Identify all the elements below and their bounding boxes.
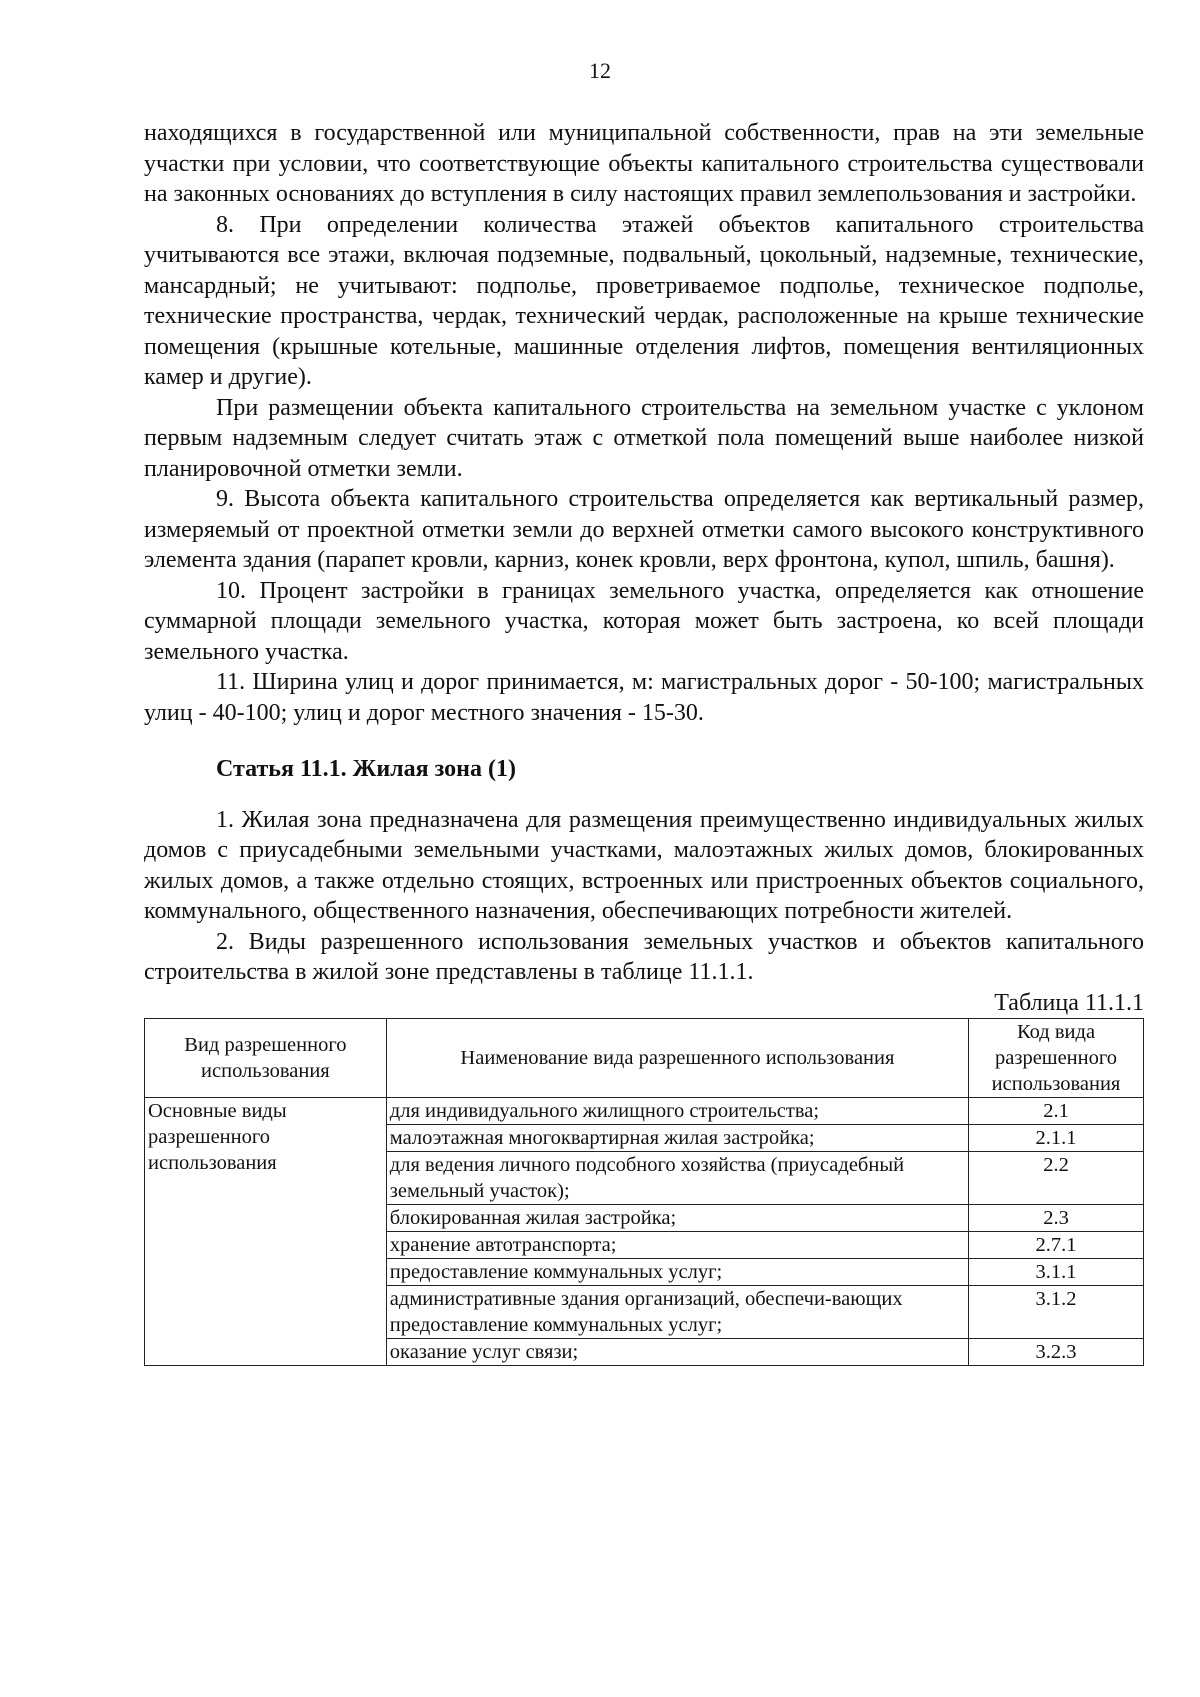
use-code-cell: 3.2.3 [969, 1339, 1144, 1366]
paragraph-8: 8. При определении количества этажей объектов капитального строительства учитываются все этажи, включая подземные, подвальный, цокольный, надземные, технические, мансардный; не учитывают: подполье, проветриваемое подполье, техническое подполье, технические пространства, чердак, технический чердак, расположенные на крыше технические помещения (крышные котельные, машинные отделения лифтов, помещения вентиляционных камер и другие). [144, 211, 1144, 390]
use-code-cell: 3.1.1 [969, 1259, 1144, 1286]
use-name-cell: оказание услуг связи; [386, 1339, 968, 1366]
header-use-name: Наименование вида разрешенного использования [386, 1019, 968, 1098]
paragraph-continuation: находящихся в государственной или муниципальной собственности, прав на эти земельные участки при условии, что соответствующие объекты капитального строительства существовали на законных основаниях до вступления в силу настоящих правил землепользования и застройки. [144, 120, 1144, 207]
use-code-cell: 2.1 [969, 1098, 1144, 1125]
document-body [144, 118, 1144, 1366]
page-number: 12 [589, 58, 611, 83]
group-label-cell: Основные виды разрешенного использования [145, 1098, 387, 1366]
use-name-cell: блокированная жилая застройка; [386, 1205, 968, 1232]
table-row [145, 1098, 1144, 1125]
article-paragraph-1: 1. Жилая зона предназначена для размещения преимущественно индивидуальных жилых домов с приусадебными земельными участками, малоэтажных жилых домов, блокированных жилых домов, а также отдельно стоящих, встроенных или пристроенных объектов социального, коммунального, общественного назначения, обеспечивающих потребности жителей. [144, 806, 1144, 924]
use-code-cell: 2.3 [969, 1205, 1144, 1232]
use-code-cell: 3.1.2 [969, 1286, 1144, 1339]
table-caption: Таблица 11.1.1 [994, 989, 1144, 1016]
paragraph-8-note: При размещении объекта капитального строительства на земельном участке с уклоном первым надземным следует считать этаж с отметкой пола помещений выше наиболее низкой планировочной отметки земли. [144, 394, 1144, 482]
paragraph-9: 9. Высота объекта капитального строительства определяется как вертикальный размер, измеряемый от проектной отметки земли до верхней отметки самого высокого конструктивного элемента здания (парапет кровли, карниз, конек кровли, верх фронтона, купол, шпиль, башня). [144, 486, 1144, 573]
use-name-cell: малоэтажная многоквартирная жилая застройка; [386, 1125, 968, 1152]
use-name-cell: предоставление коммунальных услуг; [386, 1259, 968, 1286]
paragraph-10: 10. Процент застройки в границах земельного участка, определяется как отношение суммарной площади земельного участка, которая может быть застроена, ко всей площади земельного участка. [144, 577, 1144, 665]
table-header-row [145, 1019, 1144, 1098]
use-name-cell: для индивидуального жилищного строительства; [386, 1098, 968, 1125]
article-heading: Статья 11.1. Жилая зона (1) [216, 756, 516, 782]
paragraph-11: 11. Ширина улиц и дорог принимается, м: магистральных дорог - 50-100; магистральных улиц - 40-100; улиц и дорог местного значения - 15-30. [144, 669, 1144, 726]
header-use-code: Код вида разрешенного использования [969, 1019, 1144, 1098]
header-use-type: Вид разрешенного использования [145, 1019, 387, 1098]
use-name-cell: для ведения личного подсобного хозяйства (приусадебный земельный участок); [386, 1152, 968, 1205]
land-use-table [144, 1018, 1144, 1366]
use-code-cell: 2.1.1 [969, 1125, 1144, 1152]
use-name-cell: административные здания организаций, обеспечи-вающих предоставление коммунальных услуг; [386, 1286, 968, 1339]
use-name-cell: хранение автотранспорта; [386, 1232, 968, 1259]
article-paragraph-2: 2. Виды разрешенного использования земельных участков и объектов капитального строительства в жилой зоне представлены в таблице 11.1.1. [144, 928, 1144, 985]
use-code-cell: 2.2 [969, 1152, 1144, 1205]
use-code-cell: 2.7.1 [969, 1232, 1144, 1259]
